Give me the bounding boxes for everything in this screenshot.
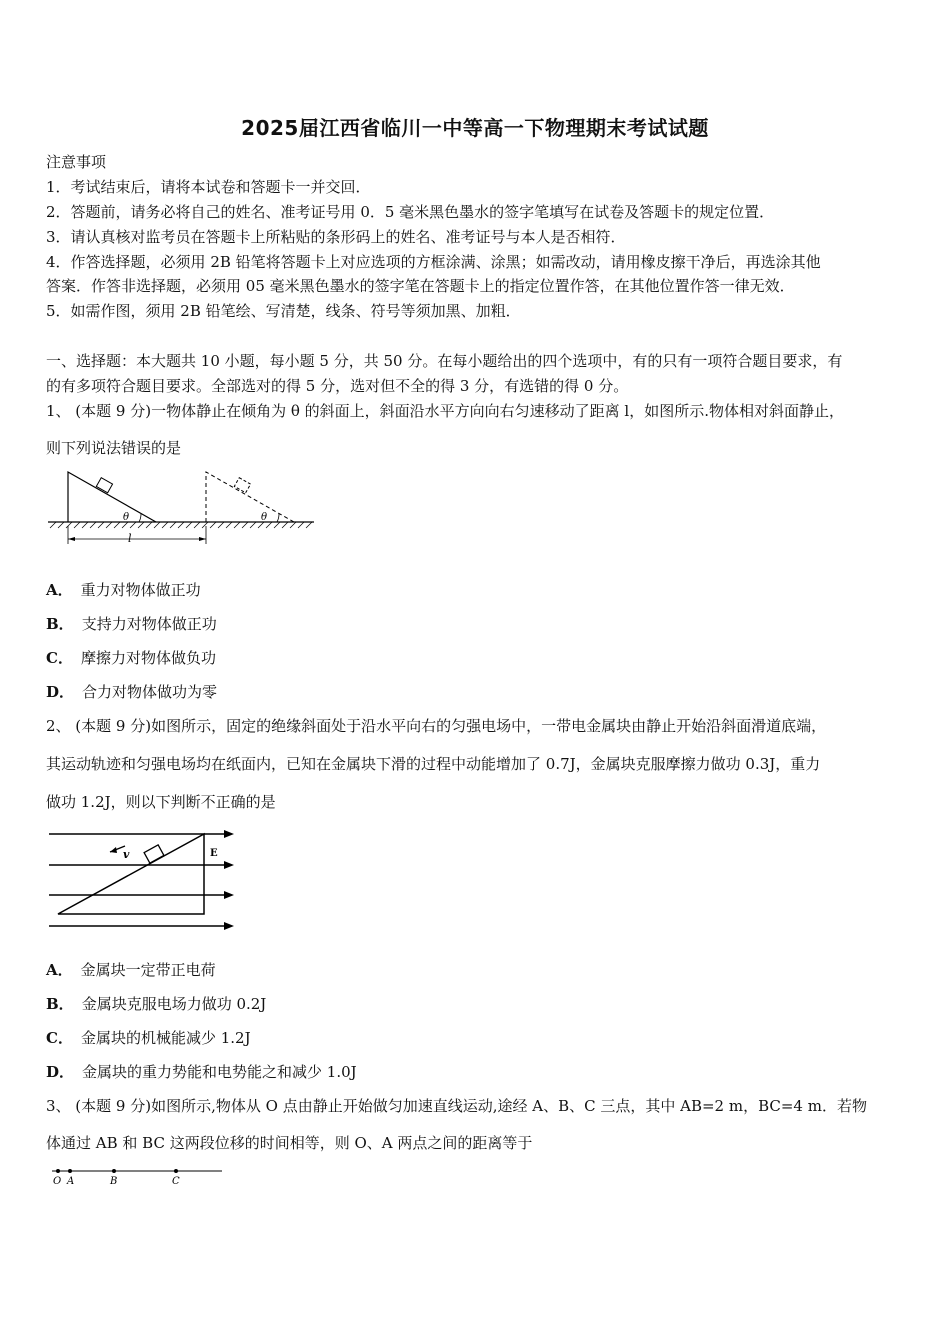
section-instructions: 的有多项符合题目要求。全部选对的得 5 分，选对但不全的得 3 分，有选错的得 0 分。 (46, 377, 629, 395)
point-c-label: C (172, 1176, 180, 1187)
svg-text:θ: θ (261, 512, 268, 523)
option-d: D． 金属块的重力势能和电势能之和减少 1.0J (46, 1063, 357, 1081)
option-c: C． 金属块的机械能减少 1.2J (46, 1029, 251, 1047)
question-1-text: 则下列说法错误的是 (46, 439, 182, 457)
point-b-label: B (110, 1176, 118, 1187)
option-b: B． 金属块克服电场力做功 0.2J (46, 995, 267, 1013)
notice-item: 5．如需作图，须用 2B 铅笔绘、写清楚，线条、符号等须加黑、加粗． (46, 302, 521, 320)
option-c: C． 摩擦力对物体做负功 (46, 649, 216, 667)
distance-label: l (128, 532, 132, 545)
notice-item: 1．考试结束后，请将本试卷和答题卡一并交回． (46, 178, 371, 196)
notice-item: 答案．作答非选择题，必须用 05 毫米黑色墨水的签字笔在答题卡上的指定位置作答，在其他位置作答一律无效． (46, 277, 795, 295)
angle-label: θ (123, 512, 130, 523)
notice-item: 3．请认真核对监考员在答题卡上所粘贴的条形码上的姓名、准考证号与本人是否相符． (46, 228, 626, 246)
velocity-label: v (123, 848, 130, 861)
notice-item: 2．答题前，请务必将自己的姓名、准考证号用 0．5 毫米黑色墨水的签字笔填写在试卷及答题卡的规定位置． (46, 203, 775, 221)
option-a: A． 金属块一定带正电荷 (46, 961, 216, 979)
question-1-figure (46, 466, 316, 546)
question-2-text: 2、 (本题 9 分)如图所示，固定的绝缘斜面处于沿水平向右的匀强电场中，一带电金属块由静止开始沿斜面滑道底端， (46, 717, 827, 735)
point-a-label: A (67, 1176, 75, 1187)
question-2-text: 其运动轨迹和匀强电场均在纸面内，已知在金属块下滑的过程中动能增加了 0.7J，金属块克服摩擦力做功 0.3J，重力 (46, 755, 821, 773)
field-label: E (210, 848, 218, 859)
question-3-text: 3、 (本题 9 分)如图所示,物体从 O 点由静止开始做匀加速直线运动,途经 A、B、C 三点，其中 AB=2 m，BC=4 m．若物 (46, 1097, 867, 1115)
notice-heading: 注意事项 (46, 153, 107, 171)
question-2-figure (46, 826, 241, 936)
question-3-figure (50, 1164, 225, 1189)
question-3-text: 体通过 AB 和 BC 这两段位移的时间相等，则 O、A 两点之间的距离等于 (46, 1134, 533, 1152)
section-instructions: 一、选择题：本大题共 10 小题，每小题 5 分，共 50 分。在每小题给出的四个选项中，有的只有一项符合题目要求，有 (46, 352, 843, 370)
question-2-text: 做功 1.2J，则以下判断不正确的是 (46, 793, 276, 811)
option-a: A． 重力对物体做正功 (46, 581, 201, 599)
option-b: B． 支持力对物体做正功 (46, 615, 217, 633)
question-1-text: 1、 (本题 9 分)一物体静止在倾角为 θ 的斜面上，斜面沿水平方向向右匀速移动了距离 l，如图所示.物体相对斜面静止， (46, 402, 845, 420)
page-title: 2025届江西省临川一中等高一下物理期末考试试题 (241, 116, 709, 140)
point-o-label: O (53, 1176, 62, 1187)
option-d: D． 合力对物体做功为零 (46, 683, 218, 701)
notice-item: 4．作答选择题，必须用 2B 铅笔将答题卡上对应选项的方框涂满、涂黑；如需改动，请用橡皮擦干净后，再选涂其他 (46, 253, 821, 271)
